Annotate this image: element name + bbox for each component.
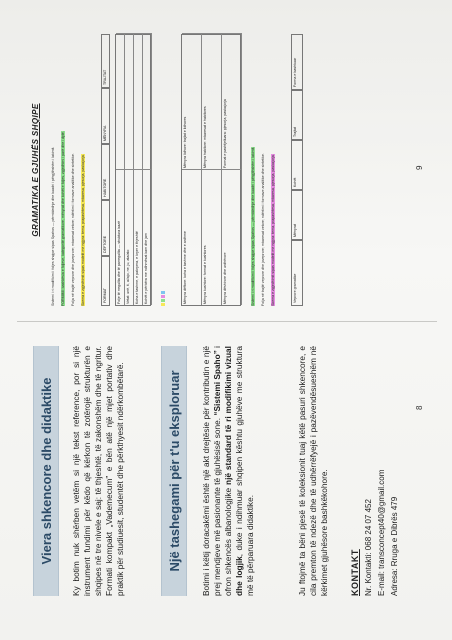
paragraph-heritage (201, 346, 256, 596)
grid-row-3b (134, 33, 143, 169)
note-1-text: Sistemi i ri modifikimi i foljes shqipe sipas Spahos — përmbledhje dhe kuadri i përgjithshëm i lakimit. (51, 146, 55, 306)
mood-cell-3b: Format e pashtjelluara: pjesorja, paskajorja (222, 33, 242, 169)
note-line-7 (271, 34, 276, 306)
hl-magenta-chip (161, 295, 165, 298)
mood-cell-3a: Mënyra dëshirore dhe urdhërore (222, 169, 242, 305)
header-deftore: DËFTORE (101, 200, 110, 256)
heritage-text-1: Botimi i këtij doracakëmi është një akt drejtësie për kontributin e një prej mendjeve më pasionante të gjuhësisë sone. (201, 346, 222, 596)
page-number-right: 9 (415, 165, 424, 170)
mood-cell-1a: Mënyra dëftore: koha e tashme dhe e ardhme (182, 169, 202, 305)
contact-email: E-mail: transconcept40@gmail.com (377, 469, 386, 596)
left-page (11, 320, 441, 620)
mood-cell-2a: Mënyra kushtore: format e kushtores (202, 169, 222, 305)
note-4-text: Skema e zgjedhimit sipas modelit me ngjyra: tema, prapashtesa, mbaresa, pjesorja, paskajorja. (81, 154, 85, 306)
note-line-4 (81, 34, 86, 306)
note-line-1 (51, 34, 56, 306)
rotated-spread (11, 20, 441, 620)
heritage-bold-1: “Sistemi Spaho” (212, 350, 222, 416)
grid-row-4b (143, 33, 152, 169)
footer-cell-1: Veprore gramatike (291, 240, 303, 306)
heritage-text-2: i ofron shkencës albanologjike (212, 345, 233, 596)
note-line-6 (261, 34, 266, 306)
right-page (11, 20, 441, 320)
footer-cell-2: Mënyrat (291, 190, 303, 240)
hl-green-chip (161, 299, 165, 302)
note-2-text: FORMIMI: bashkësia e foljeve, kategoritë gramatikore, mënyrat dhe kohët e foljes, zgjedhimi i parë dhe i dytë. (61, 131, 65, 306)
header-habitore: HABITORE (101, 144, 110, 200)
header-trajtat: TRAJTAT (101, 34, 110, 88)
footer-cell-4: Trajtat (291, 90, 303, 140)
grid-row-3: Koha e tashme, e pakryera, e kryer e thjeshtë (134, 169, 143, 305)
conjugation-grid (115, 34, 151, 306)
grid-row-4: Kohët e përbëra me ndihmësat kam dhe jam (143, 169, 152, 305)
contact-title: KONTAKT (350, 549, 360, 596)
grid-row-1: Folje të rregullta dhe të parregullta — struktura bazë (116, 169, 125, 305)
footer-cell-5: Forma e bashkuar (291, 34, 303, 90)
banner-scientific-value: Viera shkencore dhe didaktike (33, 346, 59, 596)
footer-cell-3: Kohët (291, 140, 303, 190)
heritage-bold-2: një standard të ri modifikimi vizual dhe logjik (223, 346, 244, 596)
format-header-row (101, 34, 110, 306)
grammar-title: GRAMATIKA E GJUHËS SHQIPE (31, 103, 40, 237)
note-highlight-row (161, 34, 166, 306)
contact-phone: Nr. Kontakti: 068 24 07 452 (364, 499, 373, 596)
page-divider (17, 321, 437, 322)
mood-cell-1b: Mënyra lidhore: trajtat e lidhores (182, 33, 202, 169)
header-format: FORMAT (101, 256, 110, 306)
grid-row-2: Vetat: unë, ti, ai/ajo, ne, ju, ata/ato (125, 169, 134, 305)
mood-cell-2b: Mënyra habitore: mbaresat e habitores (202, 33, 222, 169)
page-number-left: 8 (415, 405, 424, 410)
banner-heritage: Një tashegami për t'u eksploruar (161, 346, 187, 596)
header-menyra: MËNYRA (101, 88, 110, 144)
moods-table (181, 34, 241, 306)
grid-row-1b (116, 33, 125, 169)
grid-row-2b (125, 33, 134, 169)
heritage-text-3: , duke i ndihmuar shqipen kështu gjuhëve me struktura më të përparuara didaktike. (234, 346, 255, 596)
contact-block (349, 346, 401, 596)
paragraph-intro: Ky botim nuk shërben vetëm si një tekst reference, por si një instrument fundimi për këdo që kërkon të zotërojë strukturën e shqipes në tre nivele e saj: të thjeshtë, të zakonshëm dhe të ngritur. Formati kompakt „Vademecum” e bën atë një mjet portativ dhe praktik për studiuesit, studentët dhe përkthyesit ndërkombëtarë. (71, 346, 125, 596)
note-5-text: Sistemi i ri modifikimi i foljes shqipe sipas Spahos — përmbledhje dhe kuadri i përgjithshëm i lakimit. (251, 146, 255, 306)
note-6-text: Folja në trajtë veprore dhe joveprore; mbaresat vetore; ndërtimi i formave analitike dhe sintetike. (261, 153, 265, 306)
hl-yellow-chip (161, 303, 165, 306)
note-line-5 (251, 34, 256, 306)
paragraph-invitation: Ju ftojmë ta bëni pjesë të koleksionit tuaj këtë pasuri shkencore, e cila premton të ndezë dhe të udhërrëfyejë i pazëvendësueshëm në kërkimet gjuhësore bashkëkohore. (297, 346, 329, 596)
footer-table (291, 34, 303, 306)
note-7-text: Skema e zgjedhimit sipas modelit me ngjyra: tema, prapashtesa, mbaresa, pjesorja, paskajorja. (271, 154, 275, 306)
note-line-3 (71, 34, 76, 306)
contact-address: Adresa: Rruga e Dibrës 479 (390, 496, 399, 596)
note-3-text: Folja në trajtë veprore dhe joveprore; mbaresat vetore; ndërtimi i formave analitike dhe sintetike. (71, 153, 75, 306)
hl-blue-chip (161, 291, 165, 294)
note-line-2 (61, 34, 66, 306)
